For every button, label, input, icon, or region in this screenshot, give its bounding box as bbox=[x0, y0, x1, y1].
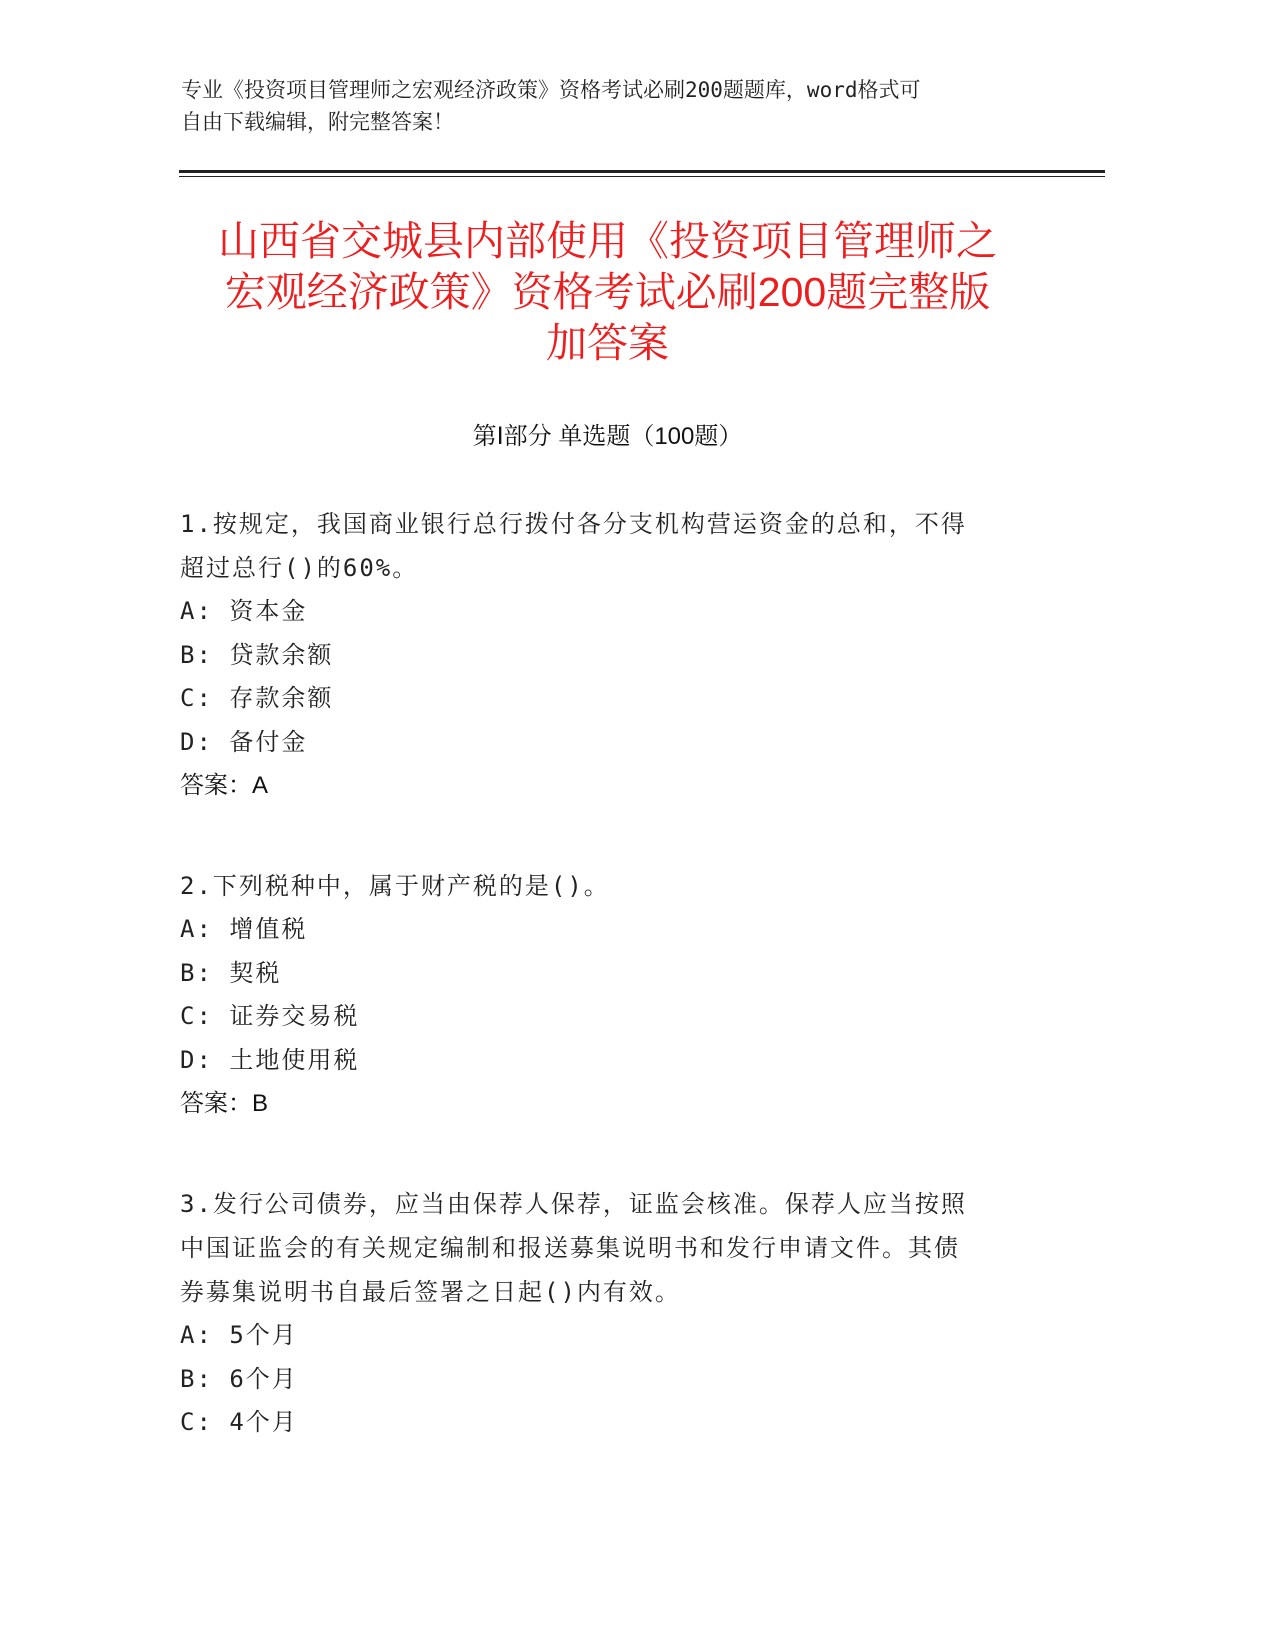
section-heading: 第Ⅰ部分 单选题（100题） bbox=[472, 423, 743, 450]
question-stem: 券募集说明书自最后签署之日起()内有效。 bbox=[180, 1278, 681, 1306]
question-3 bbox=[180, 1182, 1020, 1445]
option-d: D: 备付金 bbox=[180, 727, 308, 756]
question-1 bbox=[180, 502, 1020, 808]
option-a: A: 5个月 bbox=[180, 1321, 298, 1349]
title-line: 山西省交城县内部使用《投资项目管理师之 bbox=[218, 218, 997, 264]
option-c: C: 存款余额 bbox=[180, 684, 334, 712]
header-note bbox=[181, 74, 1041, 138]
option-a: A: 资本金 bbox=[180, 597, 308, 625]
question-stem: 2.下列税种中，属于财产税的是()。 bbox=[180, 872, 610, 900]
option-c: C: 4个月 bbox=[180, 1408, 298, 1436]
question-list bbox=[180, 502, 1020, 1501]
title-line: 宏观经济政策》资格考试必刷200题完整版 bbox=[224, 269, 991, 315]
option-d: D: 土地使用税 bbox=[180, 1045, 360, 1074]
header-divider-thick bbox=[179, 170, 1105, 173]
title-line: 加答案 bbox=[546, 320, 669, 366]
header-divider-thin bbox=[179, 176, 1105, 177]
option-a: A: 增值税 bbox=[180, 915, 308, 943]
question-stem: 超过总行()的60%。 bbox=[180, 554, 419, 582]
header-note-line: 自由下载编辑，附完整答案！ bbox=[181, 110, 454, 134]
question-stem: 3.发行公司债券，应当由保荐人保荐，证监会核准。保荐人应当按照 bbox=[180, 1190, 967, 1218]
answer-label: 答案：B bbox=[180, 1090, 269, 1117]
document-title bbox=[160, 216, 1055, 369]
option-c: C: 证券交易税 bbox=[180, 1002, 360, 1030]
question-2 bbox=[180, 864, 1020, 1126]
option-b: B: 贷款余额 bbox=[180, 640, 334, 669]
answer-label: 答案：A bbox=[180, 772, 269, 799]
question-stem: 中国证监会的有关规定编制和报送募集说明书和发行申请文件。其债 bbox=[180, 1234, 960, 1262]
header-note-line: 专业《投资项目管理师之宏观经济政策》资格考试必刷200题题库，word格式可 bbox=[181, 78, 921, 102]
question-stem: 1.按规定，我国商业银行总行拨付各分支机构营运资金的总和，不得 bbox=[180, 510, 967, 538]
option-b: B: 6个月 bbox=[180, 1364, 298, 1393]
option-b: B: 契税 bbox=[180, 958, 282, 987]
